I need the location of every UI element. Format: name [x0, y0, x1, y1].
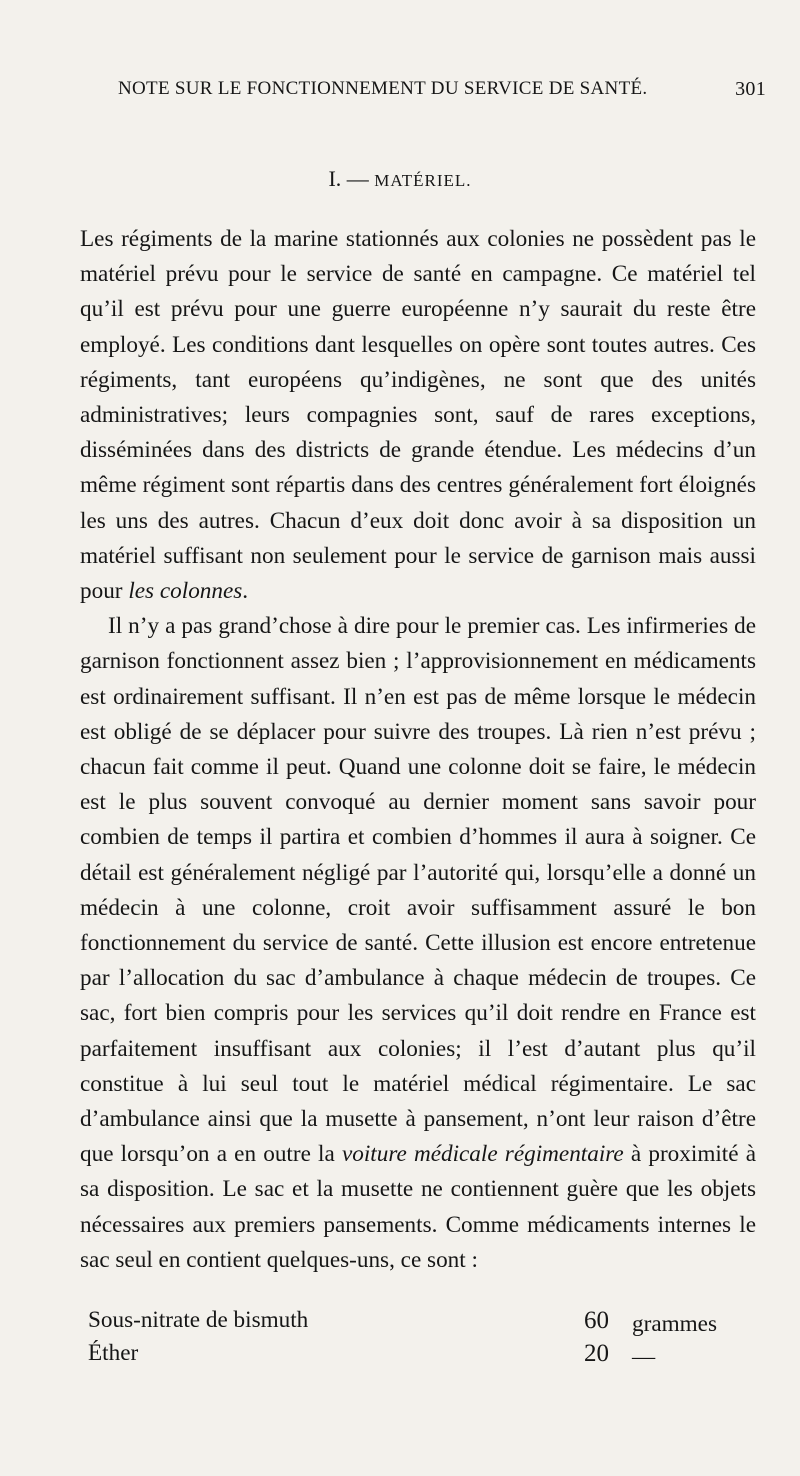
paragraph-1: Les régiments de la marine stationnés aux colonies ne possèdent pas le matériel prévu pour le service de santé en campagne. Ce matériel tel qu’il est prévu pour une guerre européenne n’y saurait du reste être employé. Les conditions dant lesquelles on opère sont toutes autres. Ces régiments, tant européens qu’indigènes, ne sont que des unités administratives; leurs compagnies sont, sauf de rares exceptions, disséminées dans des districts de grande étendue. Les médecins d’un même régiment sont répartis dans des centres généralement fort éloignés les uns des autres. Chacun d’eux doit donc avoir à sa disposition un matériel suffisant non seulement pour le service de garnison mais aussi pour les colonnes.: [80, 226, 756, 605]
list-item: [88, 1337, 748, 1370]
section-heading: [0, 166, 800, 192]
italic-phrase: voiture médicale régimentaire: [341, 1141, 624, 1168]
body-text: [80, 222, 756, 1278]
medication-list: [88, 1304, 748, 1370]
running-head: [118, 78, 766, 108]
page-number: 301: [735, 78, 766, 100]
medication-name: Sous-nitrate de bismuth: [88, 1307, 309, 1333]
list-item: [88, 1304, 748, 1337]
running-title: NOTE SUR LE FONCTIONNEMENT DU SERVICE DE SANTÉ.: [118, 78, 648, 99]
section-number: I. —: [328, 166, 369, 191]
medication-unit: grammes: [632, 1311, 717, 1337]
italic-phrase: les colonnes: [128, 578, 243, 605]
paragraph-2: Il n’y a pas grand’chose à dire pour le premier cas. Les infirmeries de garnison fonctionnent assez bien ; l’approvisionnement en médicaments est ordinairement suffisant. Il n’en est pas de même lorsque le médecin est obligé de se déplacer pour suivre des troupes. Là rien n’est prévu ; chacun fait comme il peut. Quand une colonne doit se faire, le médecin est le plus souvent convoqué au dernier moment sans savoir pour combien de temps il partira et combien d’hommes il aura à soigner. Ce détail est généralement négligé par l’autorité qui, lorsqu’elle a donné un médecin à une colonne, croit avoir suffisamment assuré le bon fonctionnement du service de santé. Cette illusion est encore entretenue par l’allocation du sac d’ambulance à chaque médecin de troupes. Ce sac, fort bien compris pour les services qu’il doit rendre en France est parfaitement insuffisant aux colonies; il l’est d’autant plus qu’il constitue à lui seul tout le matériel médical régimentaire. Le sac d’ambulance ainsi que la musette à pansement, n’ont leur raison d’être que lorsqu’on a en outre la voiture médicale régimentaire à proximité à sa disposition. Le sac et la musette ne contiennent guère que les objets nécessaires aux premiers pansements. Comme médicaments internes le sac seul en contient quelques-uns, ce sont :: [80, 613, 756, 1273]
medication-name: Éther: [88, 1340, 139, 1366]
medication-unit: —: [632, 1344, 656, 1370]
section-title: MATÉRIEL.: [374, 171, 472, 190]
medication-quantity: 60: [584, 1307, 609, 1334]
medication-quantity: 20: [584, 1340, 609, 1367]
